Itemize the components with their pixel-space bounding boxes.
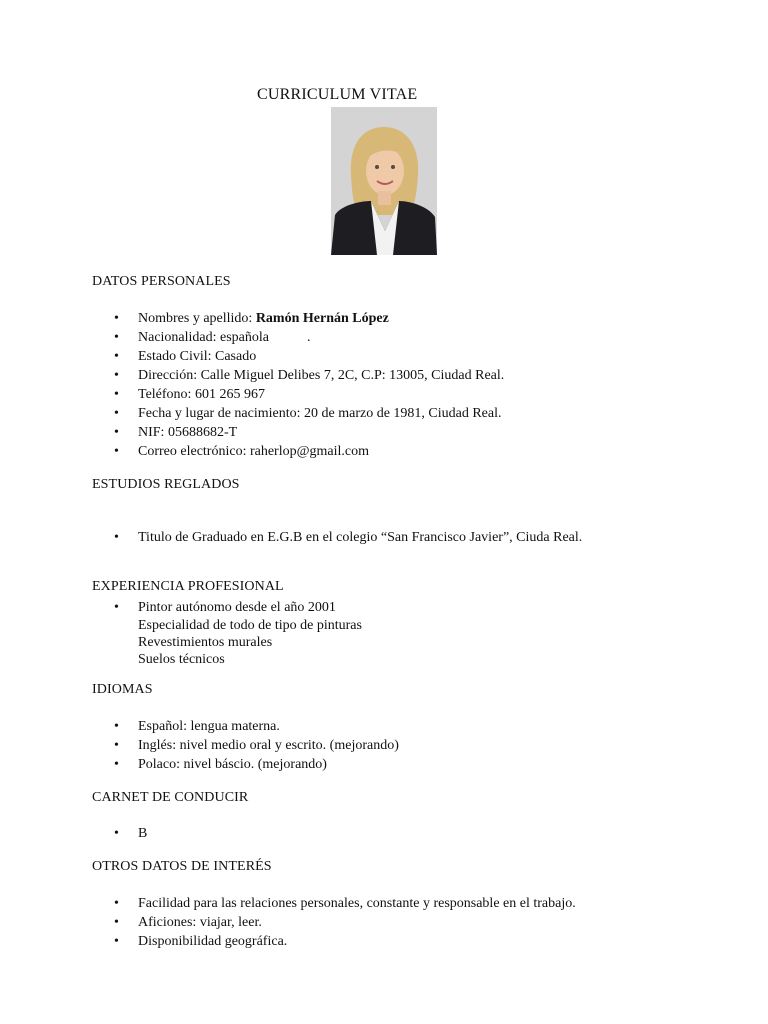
item-label: Dirección: Calle Miguel Delibes 7, 2C, C.P: 13005, Ciudad Real. [138, 368, 505, 383]
sub-line: Suelos técnicos [138, 652, 225, 667]
section-heading-datos-personales: DATOS PERSONALES [92, 274, 231, 289]
list-item: • Español: lengua materna. [92, 717, 399, 736]
item-label: Estado Civil: Casado [138, 349, 257, 364]
experiencia-sub-lines [92, 617, 362, 668]
list-item: • Titulo de Graduado en E.G.B en el colegio “San Francisco Javier”, Ciuda Real. [92, 528, 582, 547]
section-heading-idiomas: IDIOMAS [92, 682, 153, 697]
item-label: Nombres y apellido: [138, 311, 256, 326]
list-item [92, 366, 504, 385]
otros-list [92, 894, 576, 951]
section-heading-otros: OTROS DATOS DE INTERÉS [92, 859, 272, 874]
item-label: NIF: 05688682-T [138, 425, 238, 440]
experiencia-list [92, 598, 336, 617]
list-item [92, 385, 504, 404]
item-label: Fecha y lugar de nacimiento: 20 de marzo de 1981, Ciudad Real. [138, 406, 502, 421]
sub-line: Revestimientos murales [138, 635, 273, 650]
list-item [92, 347, 504, 366]
document-title: CURRICULUM VITAE [257, 86, 418, 103]
list-item [92, 423, 504, 442]
list-item [92, 328, 504, 347]
datos-personales-list [92, 309, 504, 461]
item-value-name: Ramón Hernán López [255, 311, 389, 326]
section-heading-carnet: CARNET DE CONDUCIR [92, 790, 249, 805]
list-item: • Inglés: nivel medio oral y escrito. (mejorando) [92, 736, 399, 755]
list-item [92, 404, 504, 423]
list-item: • Facilidad para las relaciones personales, constante y responsable en el trabajo. [92, 894, 576, 913]
sub-line: Especialidad de todo de tipo de pinturas [138, 618, 362, 633]
item-value: . [307, 330, 311, 345]
item-label: Correo electrónico: raherlop@gmail.com [138, 444, 369, 459]
carnet-list [92, 824, 147, 843]
portrait-illustration [331, 107, 437, 255]
list-item: • Polaco: nivel báscio. (mejorando) [92, 755, 399, 774]
item-label: Nacionalidad: española [138, 330, 270, 345]
section-heading-experiencia: EXPERIENCIA PROFESIONAL [92, 579, 284, 594]
list-item: • Pintor autónomo desde el año 2001 [92, 598, 336, 617]
estudios-list [92, 528, 582, 547]
list-item [92, 442, 504, 461]
item-label: Teléfono: 601 265 967 [138, 387, 265, 402]
list-item: • Aficiones: viajar, leer. [92, 913, 576, 932]
portrait-photo-icon [331, 107, 437, 255]
list-item: • B [92, 824, 147, 843]
list-item [92, 309, 504, 328]
section-heading-estudios: ESTUDIOS REGLADOS [92, 477, 240, 492]
list-item: • Disponibilidad geográfica. [92, 932, 576, 951]
idiomas-list [92, 717, 399, 774]
